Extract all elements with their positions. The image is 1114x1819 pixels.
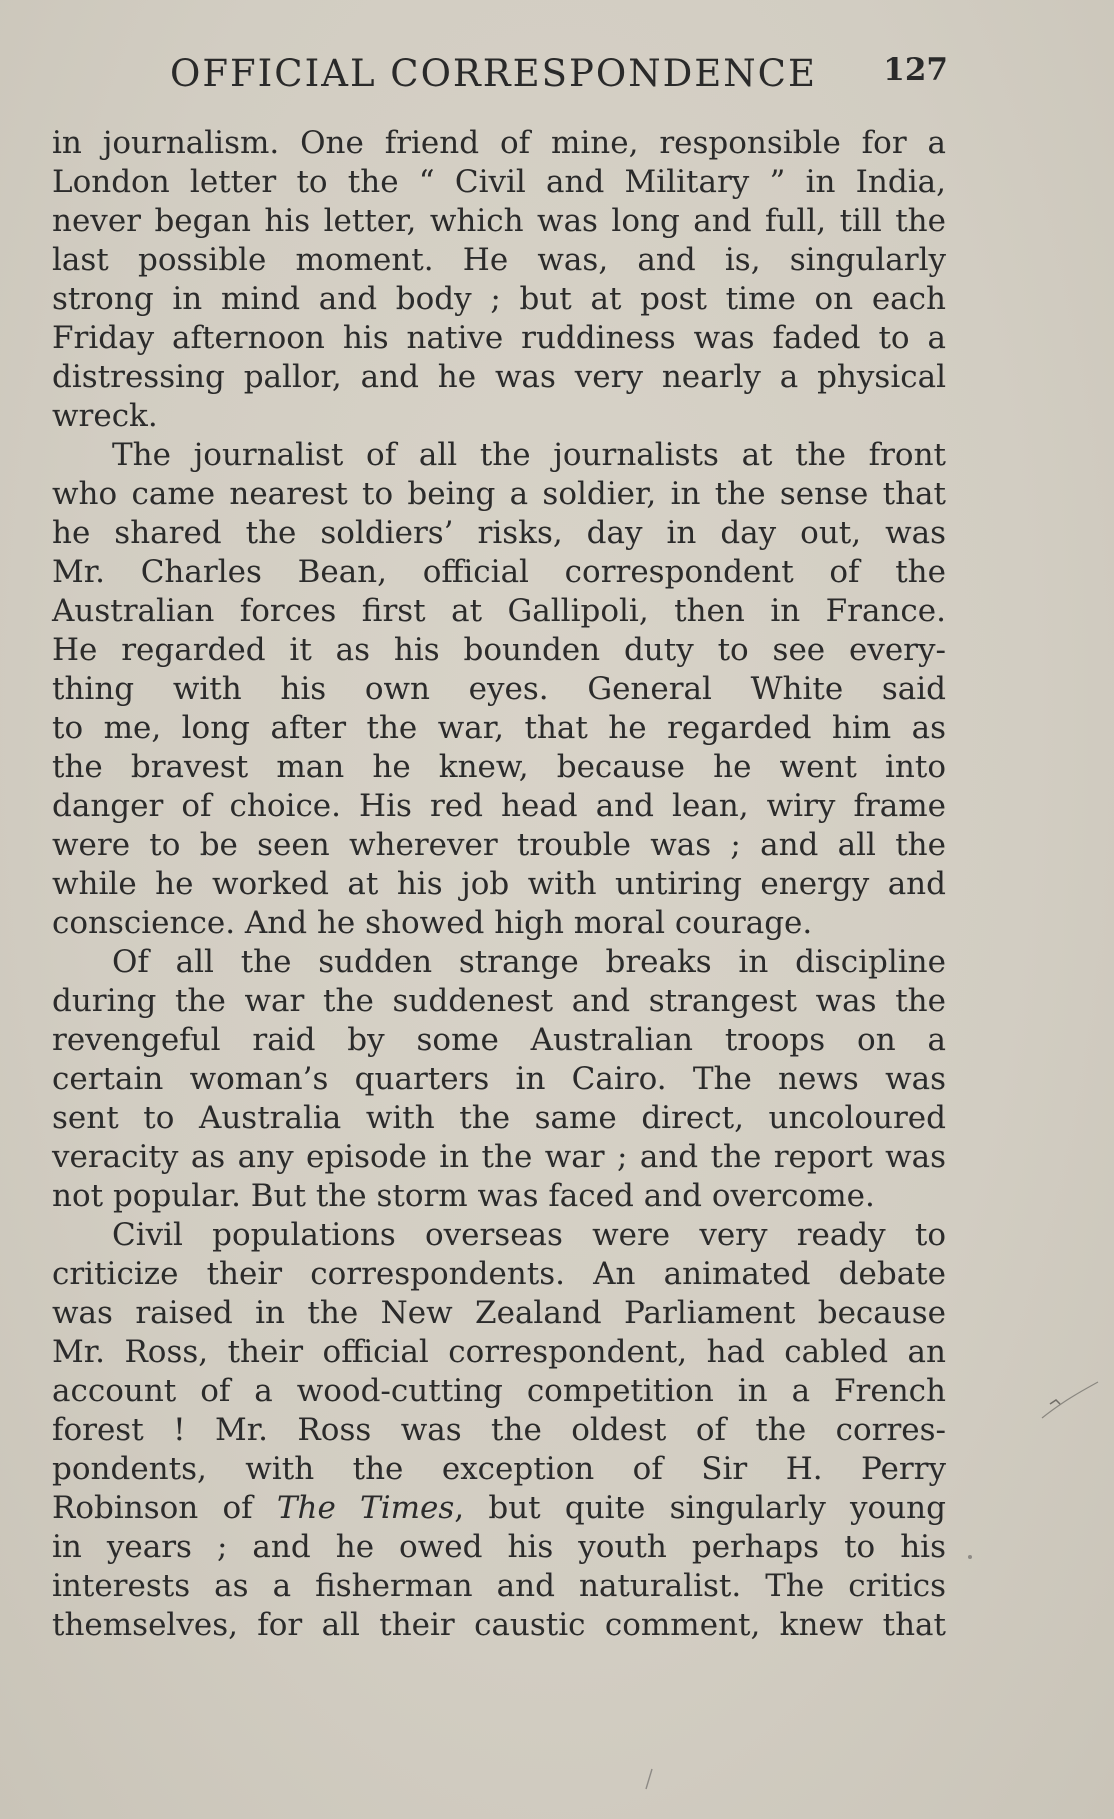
text-line: account of a wood-cutting competition in a French <box>52 1373 946 1409</box>
text-line: Mr. Ross, their official correspondent, had cabled an <box>52 1334 946 1370</box>
text-line: themselves, for all their caustic comment, knew that <box>52 1607 946 1643</box>
text-line: veracity as any episode in the war ; and the report was <box>52 1139 946 1175</box>
text-line: he shared the soldiers’ risks, day in day out, was <box>52 515 946 551</box>
text-segment: , but quite singularly young <box>454 1490 946 1526</box>
text-line: Mr. Charles Bean, official correspondent of the <box>52 554 946 590</box>
text-line: strong in mind and body ; but at post time on each <box>52 281 946 317</box>
paragraph-start-line: Of all the sudden strange breaks in discipline <box>112 944 946 980</box>
body-text <box>52 124 946 1645</box>
text-line: thing with his own eyes. General White said <box>52 671 946 707</box>
text-segment: Robinson of <box>52 1490 253 1526</box>
text-line: while he worked at his job with untiring energy and <box>52 866 946 902</box>
text-line: never began his letter, which was long and full, till the <box>52 203 946 239</box>
text-line: forest ! Mr. Ross was the oldest of the corres- <box>52 1412 946 1448</box>
text-line: to me, long after the war, that he regarded him as <box>52 710 946 746</box>
text-line: interests as a fisherman and naturalist. The critics <box>52 1568 946 1604</box>
stray-mark <box>968 1555 972 1559</box>
text-line: pondents, with the exception of Sir H. Perry <box>52 1451 946 1487</box>
text-line: the bravest man he knew, because he went into <box>52 749 946 785</box>
pencil-tick-mark <box>644 1768 654 1790</box>
text-line: conscience. And he showed high moral courage. <box>52 905 813 941</box>
text-line: Friday afternoon his native ruddiness was faded to a <box>52 320 946 356</box>
text-line: in years ; and he owed his youth perhaps to his <box>52 1529 946 1565</box>
text-line: during the war the suddenest and strangest was the <box>52 983 946 1019</box>
text-line: were to be seen wherever trouble was ; and all the <box>52 827 946 863</box>
text-line: certain woman’s quarters in Cairo. The news was <box>52 1061 946 1097</box>
text-line: criticize their correspondents. An animated debate <box>52 1256 946 1292</box>
text-line: who came nearest to being a soldier, in the sense that <box>52 476 946 512</box>
text-line: distressing pallor, and he was very nearly a physical <box>52 359 946 395</box>
text-line: was raised in the New Zealand Parliament because <box>52 1295 946 1331</box>
text-line: not popular. But the storm was faced and overcome. <box>52 1178 875 1214</box>
running-head <box>170 52 948 102</box>
text-line: danger of choice. His red head and lean, wiry frame <box>52 788 946 824</box>
text-line: Australian forces first at Gallipoli, then in France. <box>52 593 946 629</box>
margin-pencil-mark <box>1040 1380 1100 1420</box>
text-line <box>52 1489 946 1528</box>
text-line: last possible moment. He was, and is, singularly <box>52 242 946 278</box>
text-line: revengeful raid by some Australian troops on a <box>52 1022 946 1058</box>
text-line: London letter to the “ Civil and Military ” in India, <box>52 164 946 200</box>
page-number: 127 <box>883 52 948 88</box>
running-head-title: OFFICIAL CORRESPONDENCE <box>170 52 817 95</box>
text-line: wreck. <box>52 398 158 434</box>
newspaper-title: The Times <box>276 1490 455 1526</box>
paragraph-start-line: The journalist of all the journalists at the front <box>112 437 946 473</box>
paragraph-start-line: Civil populations overseas were very ready to <box>112 1217 946 1253</box>
text-line: sent to Australia with the same direct, uncoloured <box>52 1100 946 1136</box>
text-line: He regarded it as his bounden duty to see every- <box>52 632 946 668</box>
text-line: in journalism. One friend of mine, responsible for a <box>52 125 946 161</box>
